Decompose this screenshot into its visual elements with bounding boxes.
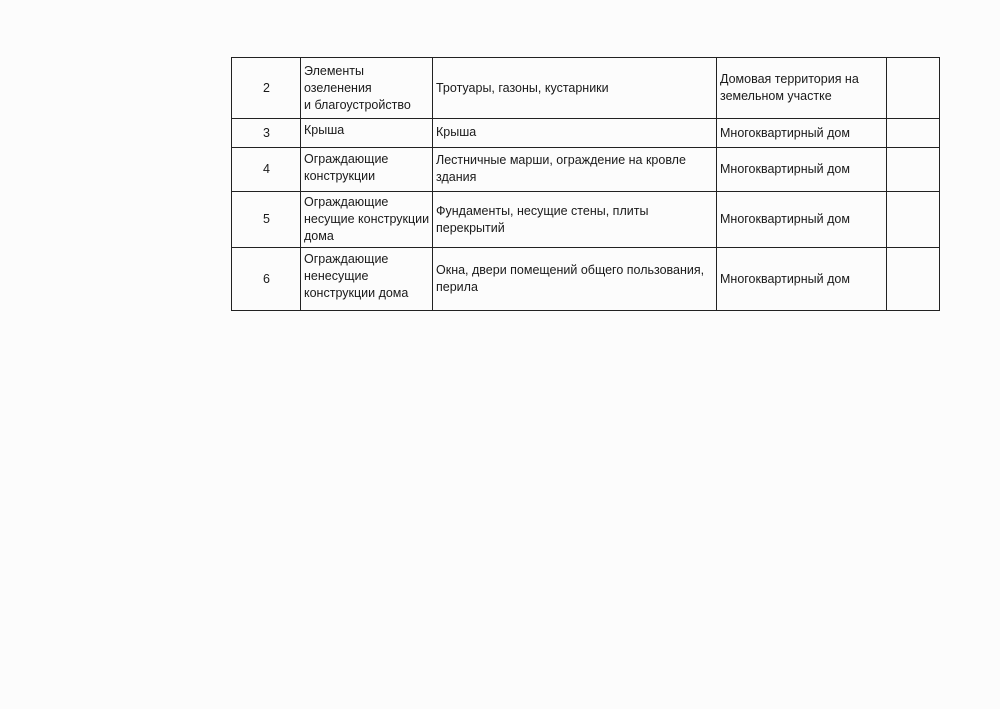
location-cell (717, 192, 887, 248)
row-number: 2 (263, 80, 270, 95)
location-text-line: Домовая территория на (720, 72, 859, 86)
location-text-line: Многоквартирный дом (720, 162, 850, 176)
extra-cell (887, 192, 940, 248)
location-cell (717, 119, 887, 148)
element-text-line: конструкции (304, 169, 376, 183)
element-text-line: Ограждающие (304, 252, 389, 266)
components-text-line: Крыша (436, 125, 477, 139)
location-cell (717, 248, 887, 311)
components-text-line: Фундаменты, несущие стены, плиты перекрытий (436, 203, 649, 235)
row-number-cell (232, 248, 301, 311)
table-row (232, 148, 940, 192)
components-cell (433, 119, 717, 148)
components-text-line: перила (436, 280, 478, 294)
element-text-line: несущие конструкции (304, 212, 430, 226)
components-text-line: Окна, двери помещений общего пользования, (436, 263, 705, 277)
row-number-cell (232, 58, 301, 119)
element-text-line: Ограждающие (304, 195, 389, 209)
row-number: 4 (263, 162, 270, 176)
extra-cell (887, 119, 940, 148)
element-text-line: ненесущие (304, 269, 369, 283)
table-row (232, 248, 940, 311)
building-elements-table (231, 57, 940, 311)
row-number-cell (232, 148, 301, 192)
location-cell (717, 58, 887, 119)
row-number-cell (232, 192, 301, 248)
row-number: 3 (263, 125, 270, 140)
table-row (232, 119, 940, 148)
element-cell (301, 248, 433, 311)
location-text-line: Многоквартирный дом (720, 125, 850, 140)
table-row (232, 192, 940, 248)
components-cell (433, 192, 717, 248)
element-cell (301, 58, 433, 119)
element-text-line: Крыша (304, 123, 345, 137)
element-text-line: Элементы (304, 63, 364, 78)
element-text-line: дома (304, 229, 334, 243)
extra-cell (887, 58, 940, 119)
element-cell (301, 148, 433, 192)
location-text-line: Многоквартирный дом (720, 212, 850, 226)
element-text-line: конструкции дома (304, 286, 409, 300)
location-text-line: Многоквартирный дом (720, 271, 850, 286)
extra-cell (887, 148, 940, 192)
components-cell (433, 248, 717, 311)
row-number: 6 (263, 271, 270, 286)
element-cell (301, 192, 433, 248)
row-number: 5 (263, 212, 270, 226)
element-text-line: озеленения (304, 80, 372, 95)
components-text-line: здания (436, 170, 477, 184)
row-number-cell (232, 119, 301, 148)
element-cell (301, 119, 433, 148)
components-cell (433, 58, 717, 119)
table-row (232, 58, 940, 119)
element-text-line: Ограждающие (304, 152, 389, 166)
location-text-line: земельном участке (720, 89, 832, 103)
location-cell (717, 148, 887, 192)
element-text-line: и благоустройство (304, 97, 411, 112)
components-cell (433, 148, 717, 192)
components-text-line: Лестничные марши, ограждение на кровле (436, 153, 686, 167)
components-text-line: Тротуары, газоны, кустарники (436, 80, 609, 95)
extra-cell (887, 248, 940, 311)
